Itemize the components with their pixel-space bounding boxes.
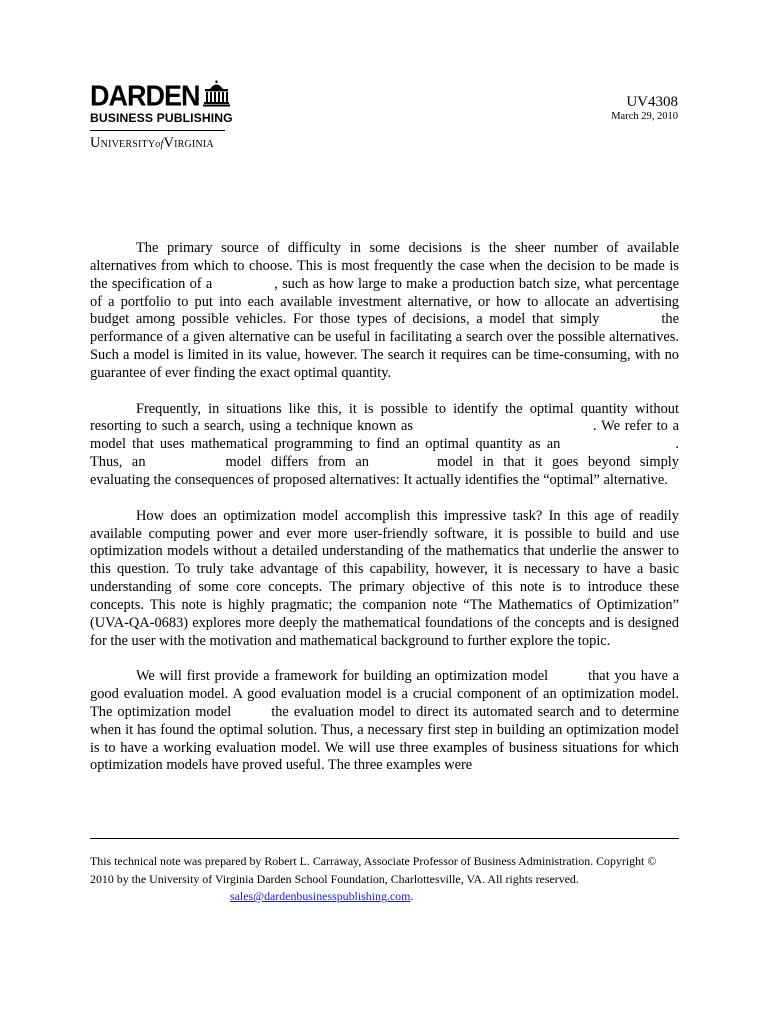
paragraph-1: The primary source of difficulty in some decisions is the sheer number of available alternatives from which to choose. This is most frequently the case when the decision to be made is the specification of a , such as how large to make a production batch size, what percentage of a portfolio to put into each available investment alternative, or how to allocate an advertising budget among possible vehicles. For those types of decisions, a model that simply the performance of a given alternative can be useful in facilitating a search over the possible alternatives. Such a model is limited in its value, however. The search it requires can be time-consuming, with no guarantee of ever finding the exact optimal quantity. <box>90 240 679 381</box>
document-date: March 29, 2010 <box>611 111 678 122</box>
document-id-block <box>611 94 678 123</box>
footnote-text: This technical note was prepared by Robert L. Carraway, Associate Professor of Business Administration. Copyright © 2010 by the University of Virginia Darden School Foundation, Charlottesville, VA. All rights reserved. <box>90 854 657 886</box>
logo-darden-text: DARDEN <box>90 80 200 112</box>
footnote-divider <box>90 838 679 839</box>
paragraph-2: Frequently, in situations like this, it is possible to identify the optimal quantity without resorting to such a search, using a technique known as . We refer to a model that uses mathematical programming to find an optimal quantity as an . Thus, an model differs from an model in that it goes beyond simply evaluating the consequences of proposed alternatives: It actually identifies the “optimal” alternative. <box>90 400 680 488</box>
footnote: This technical note was prepared by Robert L. Carraway, Associate Professor of Business Administration. Copyright © 2010 by the University of Virginia Darden School Foundation, Charlottesville, VA. All rights reserved. sales@dardenbusinesspublishing.com. <box>90 854 657 903</box>
paragraph-3: How does an optimization model accomplish this impressive task? In this age of readily available computing power and ever more user-friendly software, it is possible to build and use optimization models without a detailed understanding of the mathematics that underlie the answer to this question. To truly take advantage of this capability, however, it is necessary to have a basic understanding of some core concepts. The primary objective of this note is to introduce these concepts. This note is highly pragmatic; the companion note “The Mathematics of Optimization” (UVA-QA-0683) explores more deeply the mathematical foundations of the concepts and is designed for the user with the motivation and mathematical background to further explore the topic. <box>90 507 679 649</box>
logo-divider <box>90 130 225 131</box>
darden-logo <box>90 78 250 153</box>
logo-university: UniversityofVirginia <box>90 135 214 151</box>
document-code: UV4308 <box>626 94 678 110</box>
document-body <box>90 240 679 793</box>
rotunda-icon <box>203 80 230 107</box>
sales-email-link[interactable]: sales@dardenbusinesspublishing.com <box>230 889 411 903</box>
logo-business-publishing: BUSINESS PUBLISHING <box>90 111 233 125</box>
paragraph-4: We will first provide a framework for building an optimization model that you have a good evaluation model. A good evaluation model is a crucial component of an optimization model. The optimization model the evaluation model to direct its automated search and to determine when it has found the optimal solution. Thus, a necessary first step in building an optimization model is to have a working evaluation model. We will use three examples of business situations for which optimization models have proved useful. The three examples were <box>90 668 679 774</box>
